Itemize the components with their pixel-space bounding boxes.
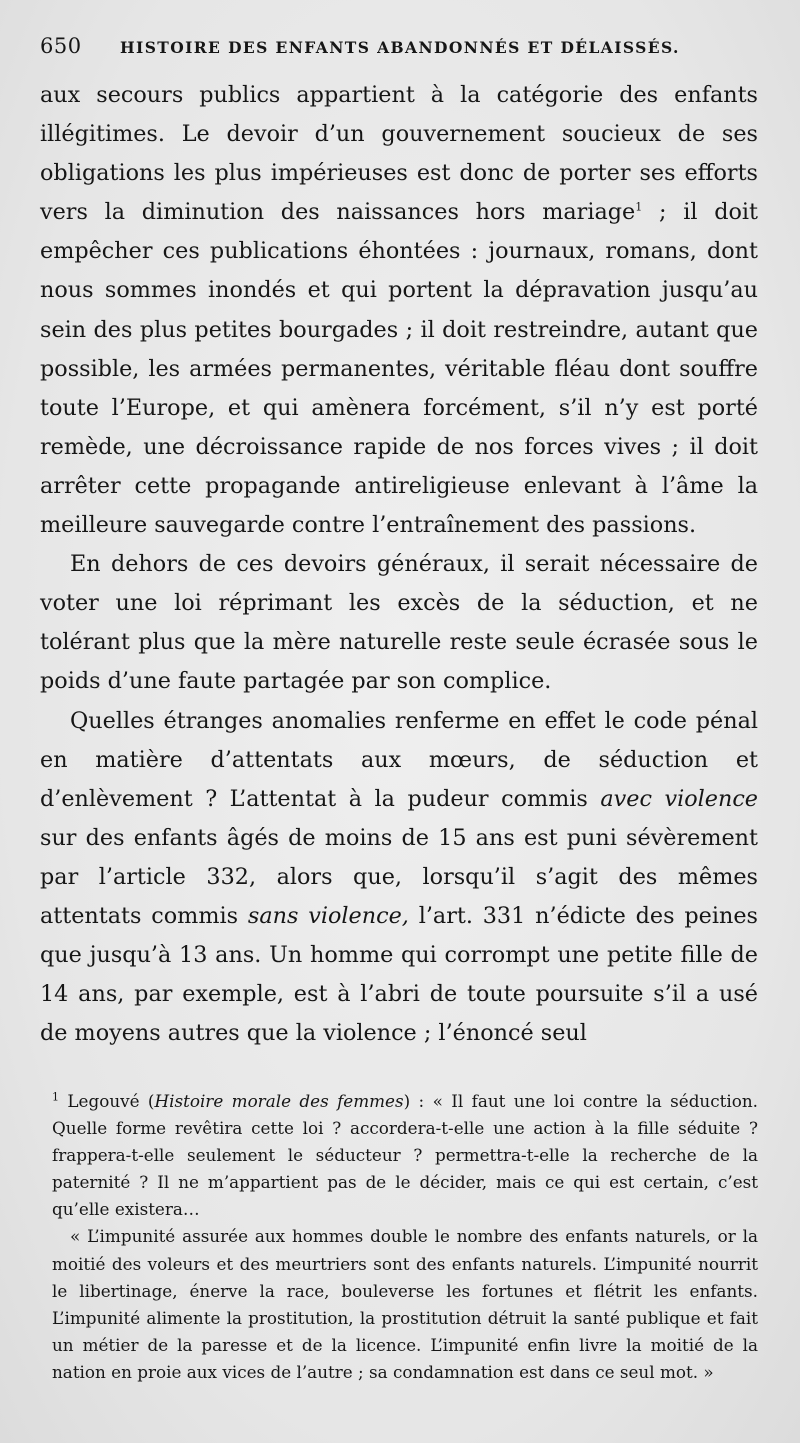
- main-text: [40, 76, 758, 1053]
- paragraph-3-italic-2: sans violence,: [247, 902, 409, 929]
- paragraph-3-text-c: l’art. 331 n’édicte des peines que jusqu’à 13 ans. Un homme qui corrompt une petite fille de 14 ans, par exemple, est à l’abri de toute poursuite s’il a usé de moyens autres que la violence ; l’énoncé seul: [40, 902, 759, 1047]
- paragraph-2: En dehors de ces devoirs généraux, il serait nécessaire de voter une loi réprimant les excès de la séduction, et ne tolérant plus que la mère naturelle reste seule écrasée sous le poids d’une faute partagée par son complice.: [40, 551, 758, 695]
- footnote-1-text-a: Legouvé (: [59, 1091, 155, 1111]
- paragraph-1: [40, 76, 758, 545]
- footnote-1-book-title: Histoire morale des femmes: [154, 1091, 404, 1111]
- paragraph-3-text-a: Quelles étranges anomalies renferme en effet le code pénal en matière d’attentats aux mœurs, de séduction et d’enlèvement ? L’attentat à la pudeur commis: [40, 707, 758, 812]
- paragraph-1-text-a: aux secours publics appartient à la catégorie des enfants illégitimes. Le devoir d’un gouvernement soucieux de ses obligations les plus impérieuses est donc de porter ses efforts vers la diminution des naissances hors mariage: [40, 82, 758, 226]
- footnote-1-text-b: ) : « Il faut une loi contre la séduction. Quelle forme revêtira cette loi ? accordera-t-elle une action à la fille séduite ? frappera-t-elle seulement le séducteur ? permettra-t-elle la recherche de la paternité ? Il ne m’appartient pas de le décider, mais ce qui est certain, c’est qu’elle existera…: [52, 1091, 758, 1220]
- footnotes: [52, 1088, 758, 1386]
- page-number: 650: [40, 34, 82, 58]
- footnote-reference-1: 1: [635, 200, 643, 214]
- running-head: HISTOIRE DES ENFANTS ABANDONNÉS ET DÉLAISSÉS.: [120, 38, 680, 57]
- paragraph-1-text-b: ; il doit empêcher ces publications éhontées : journaux, romans, dont nous sommes inondés et qui portent la dépravation jusqu’au sein des plus petites bourgades ; il doit restreindre, autant que possible, les armées permanentes, véritable fléau dont souffre toute l’Europe, et qui amènera forcément, s’il n’y est porté remède, une décroissance rapide de nos forces vives ; il doit arrêter cette propagande antireligieuse enlevant à l’âme la meilleure sauvegarde contre l’entraînement des passions.: [40, 199, 758, 539]
- page-header: [40, 34, 758, 70]
- paragraph-3: [40, 702, 758, 1054]
- footnote-1-continuation: « L’impunité assurée aux hommes double le nombre des enfants naturels, or la moitié des voleurs et des meurtriers sont des enfants naturels. L’impunité nourrit le libertinage, énerve la race, bouleverse les fortunes et flétrit les enfants. L’impunité alimente la prostitution, la prostitution détruit la santé publique et fait un métier de la paresse et de la licence. L’impunité enfin livre la moitié de la nation en proie aux vices de l’autre ; sa condamnation est dans ce seul mot. »: [52, 1226, 758, 1382]
- footnote-1: [52, 1088, 758, 1223]
- paragraph-3-italic-1: avec violence: [600, 785, 758, 812]
- paragraph-3-text-b: sur des enfants âgés de moins de 15 ans est puni sévèrement par l’article 332, alors que, lorsqu’il s’agit des mêmes attentats commis: [40, 824, 758, 929]
- footnote-1-mark: 1: [52, 1090, 59, 1104]
